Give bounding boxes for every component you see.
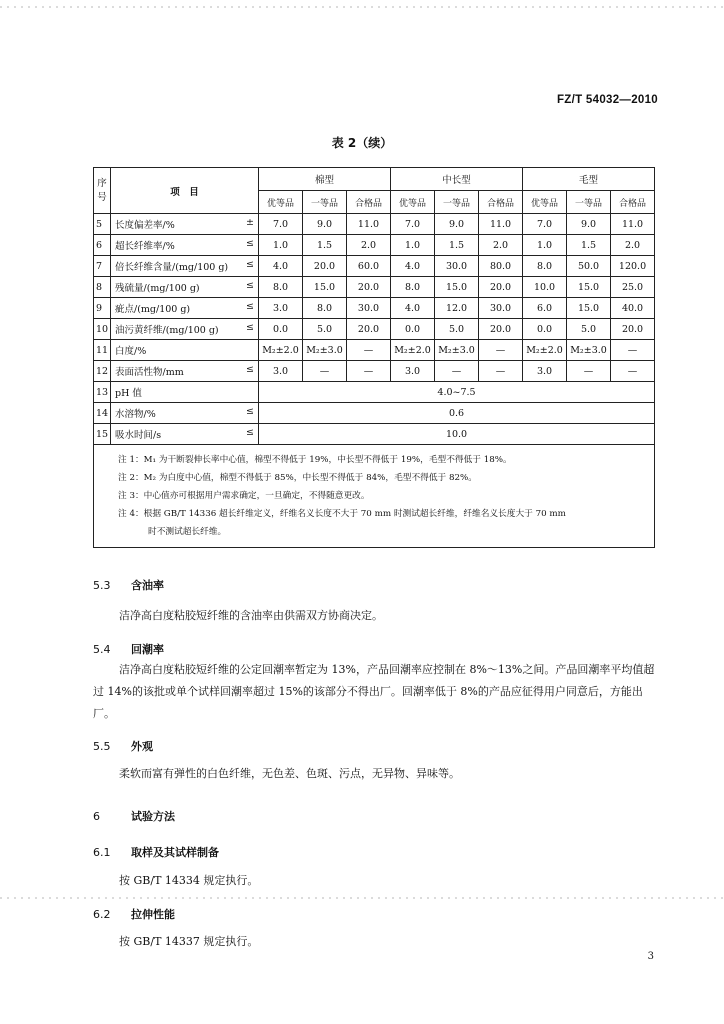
table-cell: — [611, 361, 655, 382]
notes-row [94, 445, 655, 548]
table-cell: 3.0 [259, 361, 303, 382]
table-cell: 30.0 [435, 256, 479, 277]
row-comparator: ≤ [246, 427, 254, 438]
header-grade: 一等品 [303, 191, 347, 214]
row-number: 5 [94, 214, 111, 235]
section-number: 6.2 [93, 908, 111, 921]
table-notes [94, 445, 655, 548]
table-row [94, 298, 655, 319]
table-cell: 7.0 [259, 214, 303, 235]
header-group-midlength: 中长型 [391, 168, 523, 191]
table-cell: 1.0 [391, 235, 435, 256]
table-cell: 2.0 [347, 235, 391, 256]
table-cell: 1.5 [435, 235, 479, 256]
table-note: 注 1：M₁ 为干断裂伸长率中心值，棉型不得低于 19%，中长型不得低于 19%，毛型不得低于 18%。 [118, 455, 512, 465]
table-cell: M₂±3.0 [435, 340, 479, 361]
section-paragraph: 洁净高白度粘胶短纤维的公定回潮率暂定为 13%，产品回潮率应控制在 8%～13%之间。产品回潮率平均值超过 14%的该批或单个试样回潮率超过 15%的该部分不得出厂。回潮率低于 8%的产品应征得用户同意后，方能出厂。 [93, 663, 655, 720]
section-heading [93, 906, 175, 922]
section-title: 含油率 [131, 579, 164, 592]
header-grade: 优等品 [523, 191, 567, 214]
table-cell-merged: 4.0~7.5 [259, 382, 655, 403]
table-cell: 50.0 [567, 256, 611, 277]
row-comparator: ≤ [246, 259, 254, 270]
table-cell: 7.0 [523, 214, 567, 235]
table-cell: 15.0 [435, 277, 479, 298]
row-item-label: pH 值 [115, 388, 142, 399]
table-cell: M₂±3.0 [567, 340, 611, 361]
table-cell: 8.0 [391, 277, 435, 298]
scan-artifact-top [0, 6, 724, 8]
table-cell: 0.0 [523, 319, 567, 340]
table-cell: 5.0 [567, 319, 611, 340]
table-cell: 20.0 [347, 277, 391, 298]
table-row [94, 403, 655, 424]
table-cell: 20.0 [303, 256, 347, 277]
row-number: 11 [94, 340, 111, 361]
table-cell: M₂±2.0 [391, 340, 435, 361]
table-cell: 1.5 [567, 235, 611, 256]
row-item [111, 382, 259, 403]
table-note-continuation: 时不测试超长纤维。 [148, 527, 227, 537]
table-cell: M₂±2.0 [259, 340, 303, 361]
table-cell: 4.0 [259, 256, 303, 277]
header-grade: 合格品 [611, 191, 655, 214]
section-paragraph: 按 GB/T 14337 规定执行。 [119, 935, 259, 948]
table-cell: 1.0 [523, 235, 567, 256]
section-title: 外观 [131, 740, 153, 753]
table-cell: 8.0 [523, 256, 567, 277]
spec-table [93, 167, 655, 548]
row-comparator: ≤ [246, 280, 254, 291]
table-cell: 15.0 [567, 298, 611, 319]
row-item [111, 340, 259, 361]
table-cell: 80.0 [479, 256, 523, 277]
section-title: 回潮率 [131, 643, 164, 656]
row-item [111, 424, 259, 445]
table-caption: 表 2（续） [331, 136, 393, 150]
section-heading [93, 808, 175, 824]
row-item [111, 298, 259, 319]
row-item-label: 长度偏差率/% [115, 220, 175, 231]
table-cell: 11.0 [347, 214, 391, 235]
table-note: 注 4：根据 GB/T 14336 超长纤维定义，纤维名义长度不大于 70 mm 时测试超长纤维，纤维名义长度大于 70 mm [118, 509, 566, 519]
table-cell: 10.0 [523, 277, 567, 298]
table-cell: 20.0 [479, 277, 523, 298]
table-row [94, 319, 655, 340]
table-cell: 2.0 [479, 235, 523, 256]
table-cell: 3.0 [523, 361, 567, 382]
table-cell: — [479, 361, 523, 382]
row-comparator: ± [246, 217, 254, 228]
table-cell: 40.0 [611, 298, 655, 319]
table-cell: 0.0 [259, 319, 303, 340]
section-title: 拉伸性能 [131, 908, 175, 921]
row-number: 8 [94, 277, 111, 298]
row-item [111, 214, 259, 235]
section-title: 试验方法 [131, 810, 175, 823]
table-cell: 25.0 [611, 277, 655, 298]
table-cell: 5.0 [435, 319, 479, 340]
header-grade: 一等品 [567, 191, 611, 214]
section-paragraph: 按 GB/T 14334 规定执行。 [119, 874, 259, 887]
row-item-label: 疵点/(mg/100 g) [115, 304, 191, 315]
table-row [94, 361, 655, 382]
header-seq: 序号 [94, 168, 111, 214]
table-cell: 3.0 [391, 361, 435, 382]
table-cell: 1.5 [303, 235, 347, 256]
table-row [94, 340, 655, 361]
section-heading [93, 577, 164, 593]
standard-code: FZ/T 54032—2010 [556, 94, 658, 106]
section-number: 6 [93, 810, 100, 823]
table-cell: — [347, 361, 391, 382]
table-cell: 11.0 [611, 214, 655, 235]
table-note: 注 2：M₂ 为白度中心值，棉型不得低于 85%，中长型不得低于 84%，毛型不得低于 82%。 [118, 473, 477, 483]
table-cell: 15.0 [303, 277, 347, 298]
row-item [111, 319, 259, 340]
scan-artifact-mid [0, 897, 724, 899]
table-cell: 15.0 [567, 277, 611, 298]
section-paragraph: 柔软而富有弹性的白色纤维，无色差、色斑、污点，无异物、异味等。 [119, 767, 460, 780]
table-cell: 120.0 [611, 256, 655, 277]
header-item: 项 目 [111, 168, 259, 214]
section-heading [93, 844, 219, 860]
table-cell: 30.0 [479, 298, 523, 319]
table-cell: M₂±2.0 [523, 340, 567, 361]
table-cell: 9.0 [567, 214, 611, 235]
row-comparator: ≤ [246, 322, 254, 333]
table-cell: 5.0 [303, 319, 347, 340]
table-cell: — [303, 361, 347, 382]
header-group-cotton: 棉型 [259, 168, 391, 191]
table-cell: 4.0 [391, 256, 435, 277]
table-cell: 6.0 [523, 298, 567, 319]
row-item [111, 235, 259, 256]
row-item [111, 277, 259, 298]
header-grade: 合格品 [479, 191, 523, 214]
page-number: 3 [647, 951, 654, 962]
row-item [111, 361, 259, 382]
section-heading [93, 641, 164, 657]
section-number: 5.4 [93, 643, 111, 656]
table-cell: — [347, 340, 391, 361]
row-number: 10 [94, 319, 111, 340]
table-cell: 3.0 [259, 298, 303, 319]
row-number: 9 [94, 298, 111, 319]
header-group-wool: 毛型 [523, 168, 655, 191]
row-item-label: 油污黄纤维/(mg/100 g) [115, 325, 219, 336]
table-row [94, 382, 655, 403]
table-row [94, 277, 655, 298]
header-grade: 一等品 [435, 191, 479, 214]
row-item-label: 水溶物/% [115, 409, 156, 420]
row-item-label: 超长纤维率/% [115, 241, 175, 252]
section-number: 5.5 [93, 740, 111, 753]
section-paragraph: 洁净高白度粘胶短纤维的含油率由供需双方协商决定。 [119, 609, 383, 622]
section-title: 取样及其试样制备 [131, 846, 219, 859]
table-cell: — [479, 340, 523, 361]
table-cell: 7.0 [391, 214, 435, 235]
table-row [94, 424, 655, 445]
table-cell: 4.0 [391, 298, 435, 319]
row-number: 13 [94, 382, 111, 403]
header-grade: 优等品 [259, 191, 303, 214]
table-cell: 12.0 [435, 298, 479, 319]
table-cell: 8.0 [303, 298, 347, 319]
table-cell: 20.0 [611, 319, 655, 340]
table-cell: 2.0 [611, 235, 655, 256]
table-cell-merged: 0.6 [259, 403, 655, 424]
row-number: 6 [94, 235, 111, 256]
table-cell: 1.0 [259, 235, 303, 256]
table-cell: 0.0 [391, 319, 435, 340]
row-number: 14 [94, 403, 111, 424]
table-cell: M₂±3.0 [303, 340, 347, 361]
row-number: 15 [94, 424, 111, 445]
section-number: 5.3 [93, 579, 111, 592]
row-comparator: ≤ [246, 406, 254, 417]
section-number: 6.1 [93, 846, 111, 859]
header-grade: 优等品 [391, 191, 435, 214]
row-item-label: 倍长纤维含量/(mg/100 g) [115, 262, 229, 273]
table-cell: 60.0 [347, 256, 391, 277]
row-number: 12 [94, 361, 111, 382]
table-note: 注 3：中心值亦可根据用户需求确定，一旦确定，不得随意更改。 [118, 491, 370, 501]
row-item-label: 白度/% [115, 346, 147, 357]
table-cell: 20.0 [479, 319, 523, 340]
row-item [111, 403, 259, 424]
table-cell: — [435, 361, 479, 382]
table-cell: — [611, 340, 655, 361]
row-number: 7 [94, 256, 111, 277]
table-row [94, 214, 655, 235]
table-row [94, 256, 655, 277]
table-cell: 20.0 [347, 319, 391, 340]
table-cell: 9.0 [435, 214, 479, 235]
table-cell: 9.0 [303, 214, 347, 235]
row-comparator: ≤ [246, 301, 254, 312]
table-row [94, 235, 655, 256]
table-cell: — [567, 361, 611, 382]
row-item-label: 残硫量/(mg/100 g) [115, 283, 200, 294]
table-cell-merged: 10.0 [259, 424, 655, 445]
row-item-label: 表面活性物/mm [115, 367, 184, 378]
table-cell: 30.0 [347, 298, 391, 319]
row-comparator: ≤ [246, 364, 254, 375]
row-item-label: 吸水时间/s [115, 430, 162, 441]
header-grade: 合格品 [347, 191, 391, 214]
row-comparator: ≤ [246, 238, 254, 249]
table-cell: 8.0 [259, 277, 303, 298]
section-heading [93, 738, 153, 754]
row-item [111, 256, 259, 277]
table-cell: 11.0 [479, 214, 523, 235]
